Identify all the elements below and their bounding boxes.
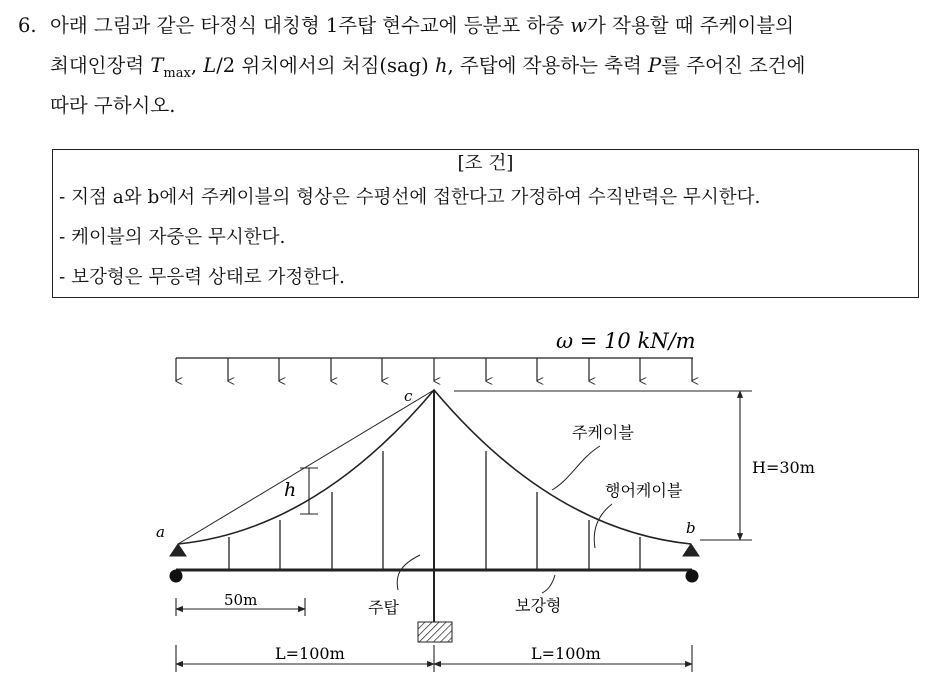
main-cable-label: 주케이블 [572,423,634,442]
condition-item: - 지점 a와 b에서 주케이블의 형상은 수평선에 접한다고 가정하여 수직반력은 무시한다. [59,187,761,208]
load-symbol: w [570,14,587,37]
problem-text: , 주탑에 작용하는 축력 [447,54,649,77]
height-label: H=30m [752,458,815,477]
distributed-load [176,358,693,381]
problem-text: 따라 구하시오. [50,94,176,117]
girder-end-left [170,570,183,583]
span-symbol: L [203,54,217,77]
tower-leader [397,555,420,590]
problem-text: /2 위치에서의 처짐(sag) [216,54,435,77]
problem-text: 를 주어진 조건에 [661,54,806,77]
sag-symbol: h [434,54,448,77]
tower-foundation [418,622,452,642]
problem-text: 가 작용할 때 주케이블의 [587,14,794,37]
point-c-label: c [404,387,413,405]
tension-subscript: max [163,65,191,81]
girder-end-right [686,570,699,583]
tower-label: 주탑 [368,598,399,617]
problem-statement [18,6,938,126]
point-a-label: a [156,523,165,541]
girder-label: 보강형 [515,596,562,615]
sag-dimension [300,468,318,514]
panel-label: 50m [224,591,258,609]
height-dimension [454,391,752,540]
tension-symbol: T [150,54,164,77]
condition-item: - 보강형은 무응력 상태로 가정한다. [59,267,345,288]
girder-leader [542,575,555,593]
support-a [170,544,186,556]
problem-text: 최대인장력 [50,54,151,77]
sag-label: h [284,479,297,501]
conditions-box [52,149,919,298]
hanger-leader [594,504,612,548]
problem-line-3 [18,86,938,126]
chord-line [178,390,434,544]
main-cable-leader [552,446,600,490]
point-b-label: b [686,519,696,537]
support-b [683,544,699,556]
problem-number: 6. [18,14,37,37]
problem-line-2 [18,46,938,86]
load-label: ω = 10 kN/m [556,329,696,353]
span-left-label: L=100m [275,644,345,663]
problem-text: 아래 그림과 같은 타정식 대칭형 1주탑 현수교에 등분포 하중 [50,14,571,37]
span-right-label: L=100m [531,644,601,663]
problem-text: , [190,54,204,77]
axial-force-symbol: P [648,54,662,77]
problem-line-1 [18,6,938,46]
condition-item: - 케이블의 자중은 무시한다. [59,227,286,248]
hanger-label: 행어케이블 [605,481,683,500]
bridge-figure [0,300,945,688]
conditions-title: [조 건] [457,153,514,174]
span-dimensions [176,645,692,672]
bridge-diagram [0,300,945,688]
